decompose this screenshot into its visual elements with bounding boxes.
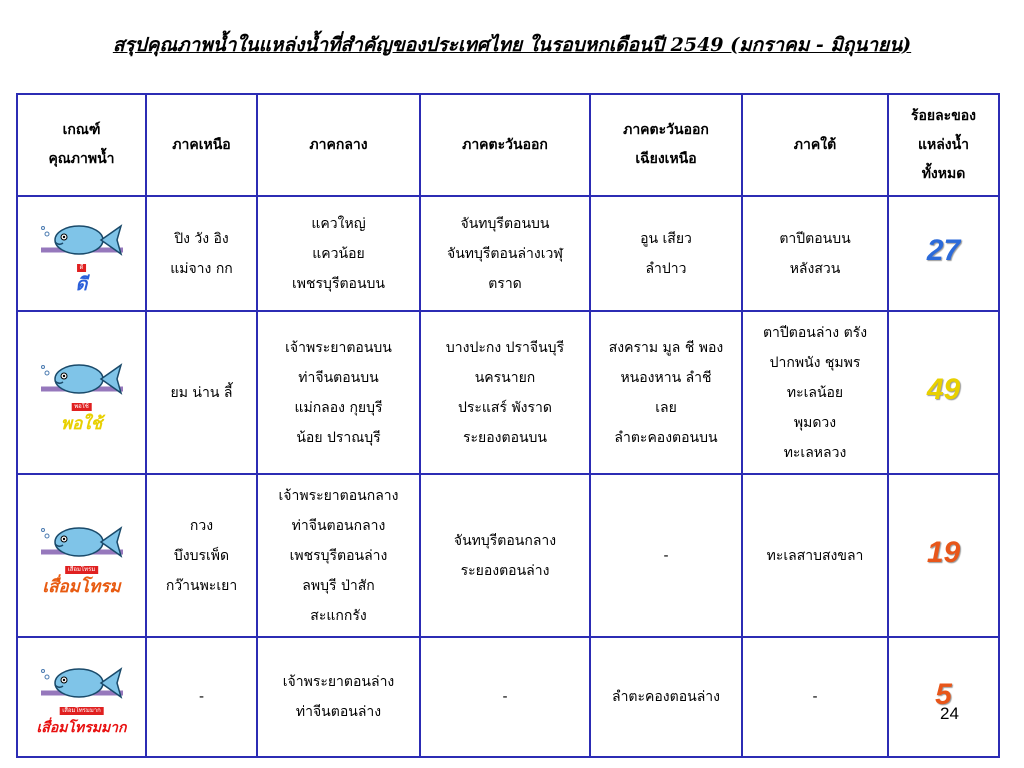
cell-line: ลำตะคองตอนบน — [614, 429, 718, 446]
cell-south — [742, 474, 888, 637]
cell-line: ระยองตอนบน — [462, 429, 547, 446]
cell-line: เลย — [655, 399, 677, 416]
cell-northeast — [590, 637, 742, 757]
header-north: ภาคเหนือ — [146, 94, 257, 196]
cell-line: ท่าจีนตอนล่าง — [295, 704, 382, 720]
cell-line: ระยองตอนล่าง — [460, 562, 550, 579]
cell-line: บึงบรเพ็ด — [173, 547, 230, 564]
grade-tag: เสื่อมโทรม — [65, 566, 99, 574]
cell-north — [146, 196, 257, 311]
cell-line: เพชรบุรีตอนบน — [292, 275, 385, 292]
cell-line: จันทบุรีตอนกลาง — [453, 532, 557, 549]
table-row — [17, 474, 999, 637]
cell-line: เพชรบุรีตอนล่าง — [289, 547, 388, 564]
percent-value: 49 — [926, 373, 961, 406]
page-title: สรุปคุณภาพน้ำในแหล่งน้ำที่สำคัญของประเทศไทย ในรอบหกเดือนปี 2549 (มกราคม - มิถุนายน) — [112, 34, 912, 56]
cell-line: หลังสวน — [789, 260, 841, 277]
cell-north — [146, 474, 257, 637]
percent-value: 27 — [926, 234, 961, 267]
cell-line: - — [198, 689, 205, 705]
water-quality-table — [16, 93, 1000, 758]
cell-line: ปิง วัง อิง — [174, 230, 229, 247]
cell-east — [420, 311, 590, 474]
cell-central — [257, 474, 420, 637]
cell-line: จันทบุรีตอนบน — [460, 215, 550, 232]
table-row — [17, 637, 999, 757]
percent-value: 19 — [926, 536, 961, 569]
cell-north — [146, 637, 257, 757]
header-criteria — [17, 94, 146, 196]
cell-line: ท่าจีนตอนกลาง — [291, 517, 386, 534]
table-body — [17, 196, 999, 757]
cell-line: อูน เสียว — [640, 230, 692, 247]
percent-cell — [888, 637, 999, 757]
cell-line: ลพบุรี ป่าสัก — [302, 577, 375, 594]
cell-south — [742, 196, 888, 311]
cell-line: แควใหญ่ — [311, 215, 366, 232]
grade-cell — [17, 196, 146, 311]
header-percent-line2: แหล่งน้ำ — [917, 136, 970, 153]
grade-cell — [17, 637, 146, 757]
cell-south — [742, 637, 888, 757]
cell-line: พุมดวง — [793, 414, 837, 431]
grade-cell — [17, 474, 146, 637]
cell-line: - — [812, 689, 818, 705]
cell-line: ลำปาว — [645, 260, 687, 277]
header-percent-line1: ร้อยละของ — [910, 107, 977, 124]
cell-line: สะแกกรัง — [310, 607, 367, 624]
cell-line: ประแสร์ พังราด — [457, 399, 552, 416]
cell-line: - — [663, 547, 669, 564]
cell-line: เจ้าพระยาตอนล่าง — [282, 674, 395, 690]
cell-line: ท่าจีนตอนบน — [298, 369, 379, 386]
percent-value: 5 — [935, 677, 952, 711]
cell-central — [257, 637, 420, 757]
cell-east — [420, 196, 590, 311]
cell-line: แม่กลอง กุยบุรี — [294, 399, 383, 416]
percent-cell — [888, 196, 999, 311]
cell-line: หนองหาน ลำชี — [620, 369, 712, 386]
cell-line: ลำตะคองตอนล่าง — [611, 689, 720, 705]
cell-central — [257, 196, 420, 311]
cell-line: น้อย ปราณบุรี — [296, 429, 381, 446]
header-central: ภาคกลาง — [257, 94, 420, 196]
grade-tag: เสื่อมโทรมมาก — [59, 707, 104, 715]
cell-line: ตาปีตอนล่าง ตรัง — [762, 324, 868, 341]
cell-line: จันทบุรีตอนล่างเวฬุ — [447, 245, 563, 262]
cell-central — [257, 311, 420, 474]
cell-line: - — [502, 689, 508, 705]
cell-line: นครนายก — [474, 369, 536, 386]
cell-north — [146, 311, 257, 474]
cell-line: บางปะกง ปราจีนบุรี — [445, 339, 565, 356]
cell-line: แควน้อย — [312, 245, 365, 262]
percent-cell — [888, 474, 999, 637]
cell-line: สงคราม มูล ชี พอง — [608, 339, 724, 356]
cell-line: แม่จาง กก — [170, 260, 233, 277]
grade-label: พอใช้ — [60, 413, 103, 434]
cell-line: ทะเลสาบสงขลา — [766, 547, 864, 564]
grade-label: ดี — [75, 273, 88, 295]
cell-northeast — [590, 474, 742, 637]
cell-east — [420, 474, 590, 637]
page-number: 24 — [940, 704, 959, 723]
cell-south — [742, 311, 888, 474]
cell-line: กว๊านพะเยา — [165, 577, 238, 594]
cell-line: ยม น่าน ลี้ — [170, 384, 233, 401]
cell-northeast — [590, 196, 742, 311]
grade-label: เสื่อมโทรม — [42, 576, 121, 597]
header-criteria-line1: เกณฑ์ — [62, 122, 101, 138]
cell-line: ทะเลน้อย — [786, 384, 844, 401]
grade-label: เสื่อมโทรมมาก — [36, 720, 127, 736]
cell-line: ปากพนัง ชุมพร — [769, 354, 861, 371]
header-percent-line3: ทั้งหมด — [921, 165, 966, 182]
header-east: ภาคตะวันออก — [420, 94, 590, 196]
cell-line: เจ้าพระยาตอนบน — [285, 339, 392, 356]
grade-tag: ดี — [77, 264, 87, 272]
percent-cell — [888, 311, 999, 474]
header-south: ภาคใต้ — [742, 94, 888, 196]
header-northeast — [590, 94, 742, 196]
cell-line: เจ้าพระยาตอนกลาง — [278, 487, 399, 504]
grade-cell — [17, 311, 146, 474]
cell-east — [420, 637, 590, 757]
header-criteria-line2: คุณภาพน้ำ — [48, 151, 115, 167]
grade-tag: พอใช้ — [71, 403, 92, 411]
header-northeast-line2: เฉียงเหนือ — [635, 151, 697, 167]
cell-line: ทะเลหลวง — [783, 444, 847, 461]
cell-northeast — [590, 311, 742, 474]
table-row — [17, 196, 999, 311]
cell-line: ตาปีตอนบน — [779, 230, 851, 247]
header-row — [17, 94, 999, 196]
header-northeast-line1: ภาคตะวันออก — [623, 122, 709, 138]
cell-line: กวง — [189, 517, 214, 534]
header-percent — [888, 94, 999, 196]
table-row — [17, 311, 999, 474]
cell-line: ตราด — [488, 275, 522, 292]
